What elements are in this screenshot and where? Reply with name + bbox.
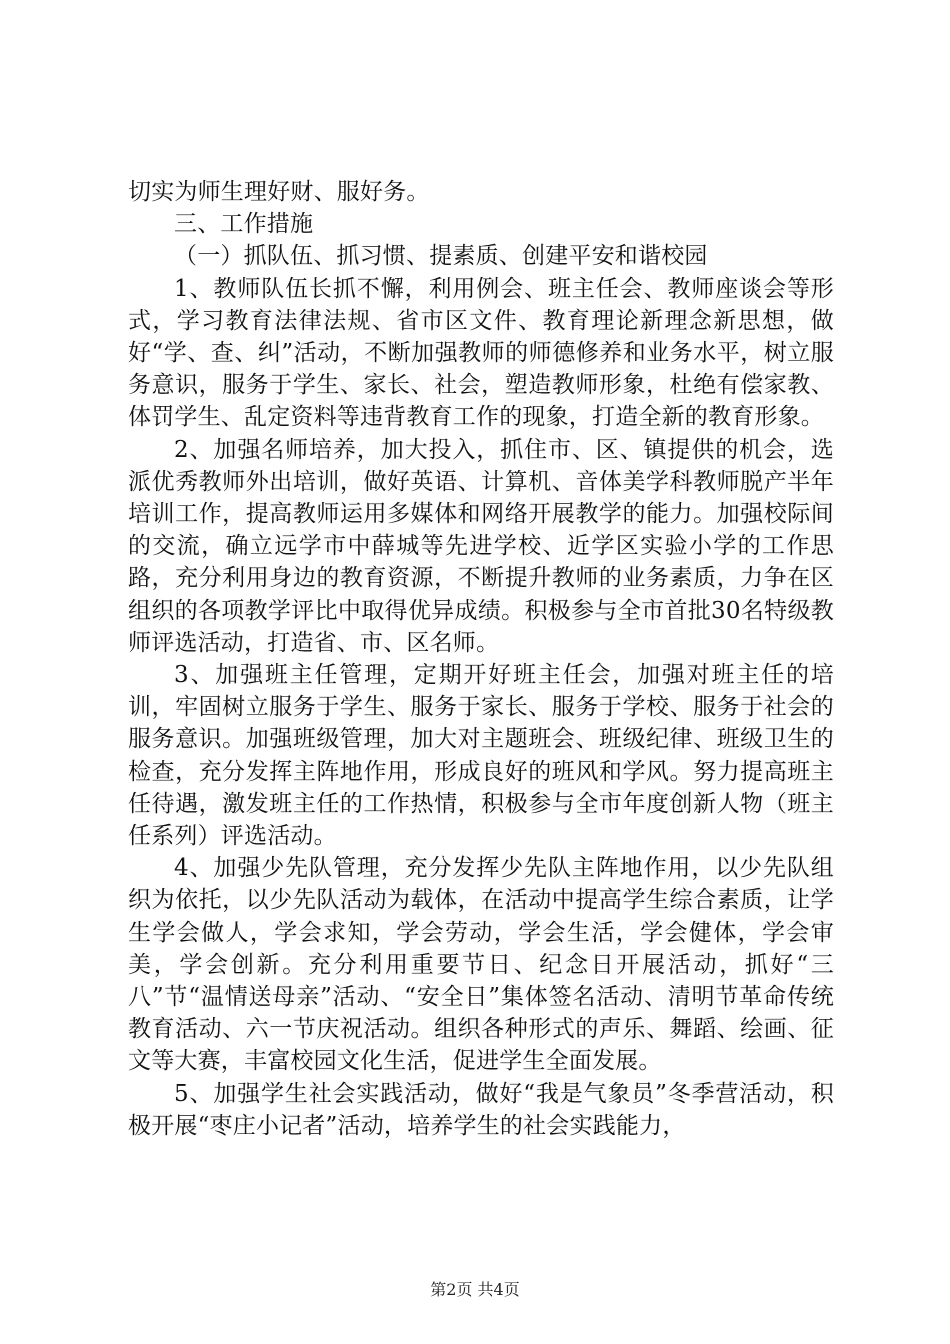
paragraph: 5、加强学生社会实践活动，做好“我是气象员”冬季营活动，积极开展“枣庄小记者”活动，培养学生的社会实践能力，	[128, 1080, 834, 1139]
paragraph: 2、加强名师培养，加大投入，抓住市、区、镇提供的机会，选派优秀教师外出培训，做好英语、计算机、音体美学科教师脱产半年培训工作，提高教师运用多媒体和网络开展教学的能力。加强校际间的交流，确立远学市中薛城等先进学校、近学区实验小学的工作思路，充分利用身边的教育资源，不断提升教师的业务素质，力争在区组织的各项教学评比中取得优异成绩。积极参与全市首批30名特级教师评选活动，打造省、市、区名师。	[128, 436, 834, 656]
paragraph: 3、加强班主任管理，定期开好班主任会，加强对班主任的培训，牢固树立服务于学生、服务于家长、服务于学校、服务于社会的服务意识。加强班级管理，加大对主题班会、班级纪律、班级卫生的检查，充分发挥主阵地作用，形成良好的班风和学风。努力提高班主任待遇，激发班主任的工作热情，积极参与全市年度创新人物（班主任系列）评选活动。	[128, 662, 834, 850]
document-body	[128, 176, 834, 1142]
paragraph: 4、加强少先队管理，充分发挥少先队主阵地作用，以少先队组织为依托，以少先队活动为载体，在活动中提高学生综合素质，让学生学会做人，学会求知，学会劳动，学会生活，学会健体，学会审美，学会创新。充分利用重要节日、纪念日开展活动，抓好“三八”节“温情送母亲”活动、“安全日”集体签名活动、清明节革命传统教育活动、六一节庆祝活动。组织各种形式的声乐、舞蹈、绘画、征文等大赛，丰富校园文化生活，促进学生全面发展。	[128, 855, 834, 1075]
paragraph: （一）抓队伍、抓习惯、提素质、创建平安和谐校园	[174, 243, 708, 270]
paragraph: 1、教师队伍长抓不懈，利用例会、班主任会、教师座谈会等形式，学习教育法律法规、省市区文件、教育理论新理念新思想，做好“学、查、纠”活动，不断加强教师的师德修养和业务水平，树立服务意识，服务于学生、家长、社会，塑造教师形象，杜绝有偿家教、体罚学生、乱定资料等违背教育工作的现象，打造全新的教育形象。	[128, 275, 834, 431]
paragraph: 切实为师生理好财、服好务。	[128, 179, 430, 205]
paragraph: 三、工作措施	[174, 211, 314, 238]
page-footer: 第2页 共4页	[430, 1280, 520, 1299]
